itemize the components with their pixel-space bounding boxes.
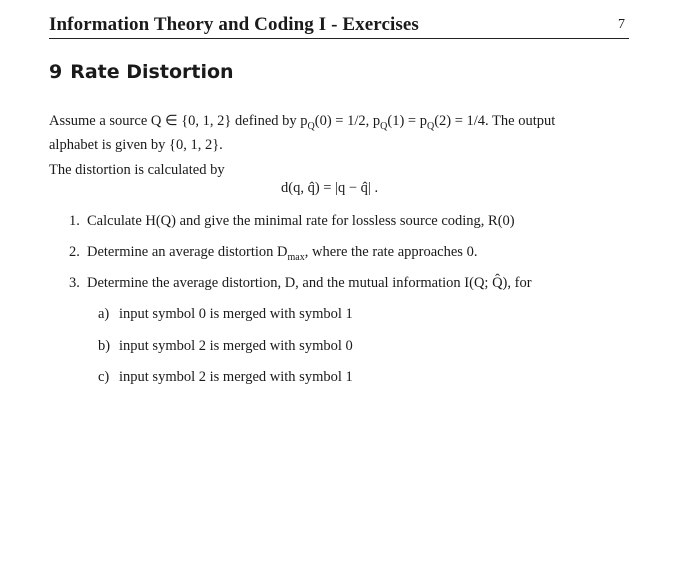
task-text: Calculate H(Q) and give the minimal rate for lossless source coding, R(0) <box>87 213 515 229</box>
task-text: Determine the average distortion, D, and the mutual information I(Q; Q̂), for <box>87 275 532 291</box>
distortion-equation: d(q, q̂) = |q − q̂| . <box>281 180 379 196</box>
subtask-item <box>98 369 353 386</box>
section-heading <box>49 61 234 83</box>
intro-sub-2: Q <box>380 120 388 132</box>
subtask-item <box>98 338 353 355</box>
task-text: Determine an average distortion D <box>87 244 288 260</box>
task-marker: 2. <box>69 244 80 260</box>
header-title: Information Theory and Coding I - Exercises <box>49 14 419 35</box>
section-title: Rate Distortion <box>70 61 234 83</box>
intro-text-1: Assume a source Q ∈ {0, 1, 2} defined by p <box>49 113 308 129</box>
task-marker: 3. <box>69 275 80 291</box>
subtask-marker: b) <box>98 338 111 354</box>
section-number: 9 <box>49 61 63 83</box>
task-item <box>69 213 629 230</box>
task-marker: 1. <box>69 213 80 229</box>
task-item <box>69 244 629 263</box>
task-text-cont: , where the rate approaches 0. <box>304 244 478 260</box>
subtask-item <box>98 306 353 323</box>
intro-paragraph <box>49 112 629 154</box>
task-subscript: max <box>287 251 305 263</box>
intro-sub-1: Q <box>307 120 315 132</box>
task-item <box>69 275 629 292</box>
distortion-intro: The distortion is calculated by <box>49 162 225 178</box>
intro-text-4: (2) = 1/4. The output <box>434 113 556 129</box>
subtask-marker: c) <box>98 369 110 385</box>
subtask-text: input symbol 2 is merged with symbol 1 <box>119 369 353 385</box>
intro-text-5: alphabet is given by {0, 1, 2}. <box>49 136 223 153</box>
intro-text-3: (1) = p <box>387 113 427 129</box>
page-number: 7 <box>618 17 625 32</box>
intro-text-2: (0) = 1/2, p <box>314 113 381 129</box>
subtask-marker: a) <box>98 306 110 322</box>
subtask-text: input symbol 0 is merged with symbol 1 <box>119 306 353 322</box>
intro-sub-3: Q <box>426 120 435 132</box>
running-header <box>49 14 629 39</box>
subtask-text: input symbol 2 is merged with symbol 0 <box>119 338 353 354</box>
